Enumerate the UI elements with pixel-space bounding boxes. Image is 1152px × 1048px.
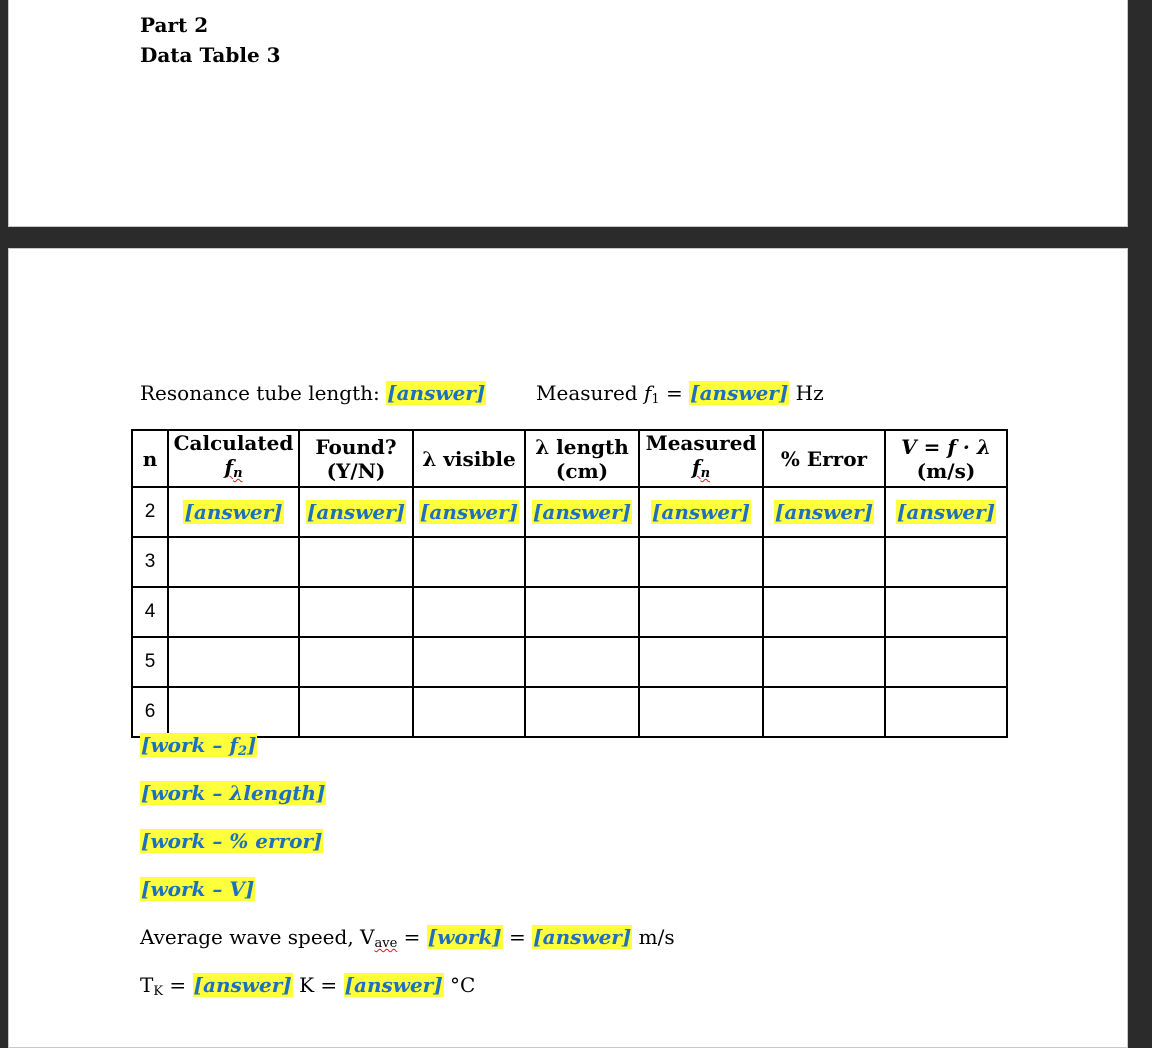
row-n-cell: 3 xyxy=(132,537,168,587)
table-row xyxy=(132,487,1007,537)
header-measured xyxy=(639,430,763,487)
measured-f1-label: Measured xyxy=(536,381,638,405)
measured-f1-unit: Hz xyxy=(795,381,824,405)
header-velocity-formula: V = f · λ xyxy=(901,434,991,459)
temp-equals-1: = xyxy=(169,973,187,997)
table-cell[interactable] xyxy=(299,537,413,587)
header-measured-sub: n xyxy=(700,466,711,481)
table-cell[interactable] xyxy=(413,637,525,687)
header-velocity xyxy=(885,430,1007,487)
table-cell[interactable] xyxy=(639,537,763,587)
intro-line xyxy=(140,381,486,405)
work-error-field[interactable]: [work – % error] xyxy=(141,829,323,853)
table-cell[interactable] xyxy=(413,487,525,537)
table-cell[interactable] xyxy=(168,587,299,637)
table-cell[interactable] xyxy=(168,537,299,587)
header-calculated-sub: n xyxy=(233,466,243,481)
row-n-cell: 2 xyxy=(132,487,168,537)
table-cell[interactable] xyxy=(763,537,885,587)
table-cell[interactable] xyxy=(413,687,525,737)
work-f2-field[interactable] xyxy=(140,733,257,757)
header-measured-symbol: f xyxy=(691,455,701,479)
table-cell[interactable] xyxy=(763,487,885,537)
average-unit: m/s xyxy=(638,925,675,949)
header-lambda-length-unit: (cm) xyxy=(555,458,609,483)
page-1 xyxy=(8,0,1128,227)
table-cell[interactable] xyxy=(639,487,763,537)
page-2 xyxy=(8,248,1128,1048)
average-equals-2: = xyxy=(509,925,526,949)
table-cell[interactable] xyxy=(763,687,885,737)
table-cell[interactable] xyxy=(525,487,639,537)
temp-celsius-unit: °C xyxy=(450,973,476,997)
row-n-cell: 5 xyxy=(132,637,168,687)
answer-field[interactable]: [answer] xyxy=(896,500,996,524)
table-cell[interactable] xyxy=(885,587,1007,637)
work-lambda-length-field[interactable]: [work – λlength] xyxy=(141,781,326,805)
table-cell[interactable] xyxy=(525,637,639,687)
average-equals-1: = xyxy=(403,925,421,949)
table-cell[interactable] xyxy=(885,537,1007,587)
table-cell[interactable] xyxy=(525,537,639,587)
tube-length-label: Resonance tube length: xyxy=(140,381,380,405)
header-found-label: Found? xyxy=(315,434,397,459)
table-cell[interactable] xyxy=(299,637,413,687)
table-cell[interactable] xyxy=(763,587,885,637)
table-cell[interactable] xyxy=(885,637,1007,687)
answer-field[interactable]: [answer] xyxy=(184,500,283,524)
average-speed-label: Average wave speed, V xyxy=(140,925,375,949)
row-n-cell: 4 xyxy=(132,587,168,637)
work-f2-suffix: ] xyxy=(247,733,257,757)
average-answer-field[interactable]: [answer] xyxy=(533,925,632,949)
answer-field[interactable]: [answer] xyxy=(774,500,874,524)
temp-t: T xyxy=(140,973,154,997)
temp-celsius-answer[interactable]: [answer] xyxy=(344,973,443,997)
header-found-yn: (Y/N) xyxy=(326,458,386,483)
header-found xyxy=(299,430,413,487)
header-calculated xyxy=(168,430,299,487)
measured-f1-line xyxy=(536,381,824,407)
header-calculated-symbol: f xyxy=(224,455,234,479)
row-n-cell: 6 xyxy=(132,687,168,737)
header-calculated-label: Calculated xyxy=(173,431,294,455)
average-work-field[interactable]: [work] xyxy=(427,925,502,949)
table-cell[interactable] xyxy=(763,637,885,687)
table-row xyxy=(132,537,1007,587)
header-lambda-length-label: λ length xyxy=(535,434,629,459)
work-f2-sub: 2 xyxy=(237,744,247,759)
work-lambda-length xyxy=(140,781,326,805)
f-subscript: 1 xyxy=(651,392,660,407)
answer-field[interactable]: [answer] xyxy=(532,500,632,524)
table-header-row xyxy=(132,430,1007,487)
table-cell[interactable] xyxy=(168,637,299,687)
table-title: Data Table 3 xyxy=(140,43,281,67)
work-f2 xyxy=(140,733,257,759)
table-cell[interactable] xyxy=(299,487,413,537)
work-v xyxy=(140,877,255,901)
work-f2-prefix: [work – f xyxy=(141,733,238,757)
table-cell[interactable] xyxy=(885,687,1007,737)
measured-f1-answer[interactable]: [answer] xyxy=(690,381,789,405)
header-measured-label: Measured xyxy=(645,431,757,455)
table-row xyxy=(132,637,1007,687)
equals-sign: = xyxy=(666,381,683,405)
answer-field[interactable]: [answer] xyxy=(651,500,751,524)
table-cell[interactable] xyxy=(639,687,763,737)
table-row xyxy=(132,587,1007,637)
temp-equals-2: = xyxy=(320,973,338,997)
f-symbol: f xyxy=(643,381,652,405)
average-speed-sub: ave xyxy=(374,936,398,951)
header-n: n xyxy=(132,430,168,487)
table-cell[interactable] xyxy=(525,687,639,737)
table-cell[interactable] xyxy=(885,487,1007,537)
answer-field[interactable]: [answer] xyxy=(306,500,406,524)
part-title: Part 2 xyxy=(140,13,209,37)
table-cell[interactable] xyxy=(299,687,413,737)
temp-t-sub: K xyxy=(153,984,164,999)
temperature-line xyxy=(140,973,475,999)
tube-length-answer[interactable]: [answer] xyxy=(387,381,486,405)
work-v-field[interactable]: [work – V] xyxy=(141,877,255,901)
table-cell[interactable] xyxy=(168,687,299,737)
table-cell[interactable] xyxy=(413,587,525,637)
table-cell[interactable] xyxy=(168,487,299,537)
data-table xyxy=(131,429,1008,738)
table-cell[interactable] xyxy=(525,587,639,637)
answer-field[interactable]: [answer] xyxy=(419,500,519,524)
temp-kelvin-answer[interactable]: [answer] xyxy=(193,973,292,997)
table-cell[interactable] xyxy=(639,637,763,687)
table-row xyxy=(132,687,1007,737)
average-speed-line xyxy=(140,925,675,951)
table-cell[interactable] xyxy=(299,587,413,637)
header-velocity-unit: (m/s) xyxy=(916,458,976,483)
work-error xyxy=(140,829,323,853)
temp-kelvin-unit: K xyxy=(299,973,315,997)
header-lambda-length xyxy=(525,430,639,487)
header-error: % Error xyxy=(763,430,885,487)
header-lambda-visible: λ visible xyxy=(413,430,525,487)
table-cell[interactable] xyxy=(413,537,525,587)
table-cell[interactable] xyxy=(639,587,763,637)
